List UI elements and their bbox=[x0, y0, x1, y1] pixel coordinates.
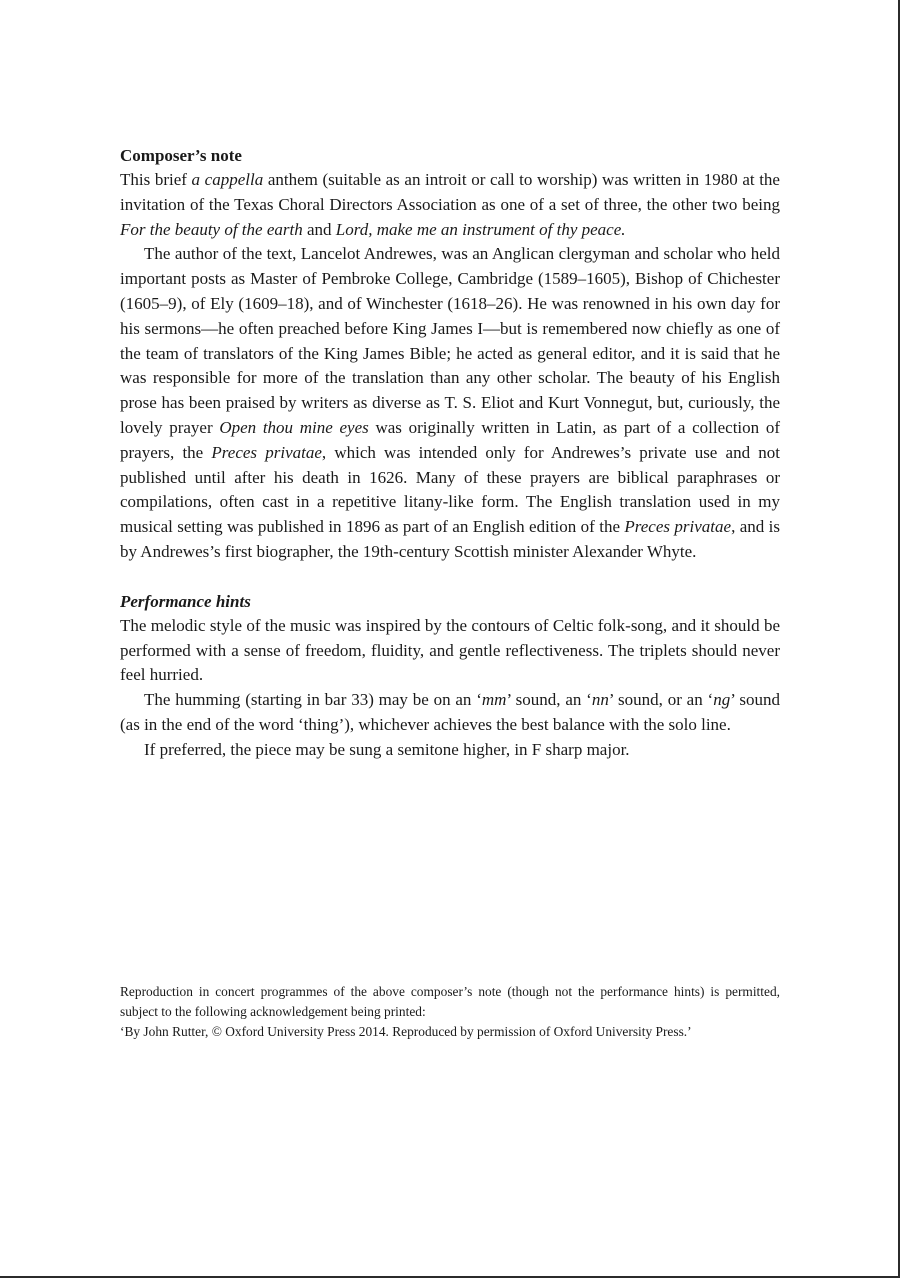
performance-hints-paragraph-2 bbox=[120, 688, 780, 738]
italic-run: For the beauty of the earth bbox=[120, 219, 303, 239]
italic-run: a cappella bbox=[191, 170, 264, 189]
text-run: ’ sound, or an ‘ bbox=[608, 690, 714, 710]
text-run: , which was intended only for Andrewes’s private use and not published until after his death in 1626. Many of these prayers are biblical paraphrases or compilations, often cast in a repetitive litany-like form. The English translation used in my musical setting was published in 1896 as part of an English edition of the bbox=[120, 442, 780, 537]
italic-run: Open thou mine eyes bbox=[219, 417, 369, 437]
text-run: The humming (starting in bar 33) may be on an ‘ bbox=[144, 690, 482, 710]
composers-note-paragraph-2 bbox=[120, 242, 780, 564]
performance-hints-paragraph-1: The melodic style of the music was inspired by the contours of Celtic folk-song, and it should be performed with a sense of freedom, fluidity, and gentle reflectiveness. The triplets should never feel hurried. bbox=[120, 615, 780, 685]
text-run: ’ sound (as in the end of the word ‘thing’), whichever achieves the best balance with the solo line. bbox=[120, 690, 781, 734]
italic-run: Lord, make me an instrument of thy peace. bbox=[335, 219, 626, 239]
composers-note-heading: Composer’s note bbox=[120, 146, 242, 165]
footnote-acknowledgement-text: ‘By John Rutter, © Oxford University Press 2014. Reproduced by permission of Oxford University Press.’ bbox=[120, 1024, 692, 1039]
italic-run: Preces privatae bbox=[211, 442, 322, 462]
text-run: ’ sound, an ‘ bbox=[506, 690, 592, 710]
section-gap bbox=[120, 565, 780, 589]
text-run: anthem (suitable as an introit or call to worship) was written in 1980 at the invitation of the Texas Choral Directors Association as one of a set of three, the other two being bbox=[120, 170, 780, 214]
italic-run: Preces privatae bbox=[624, 517, 732, 537]
performance-hints-paragraph-3: If preferred, the piece may be sung a semitone higher, in F sharp major. bbox=[144, 739, 630, 759]
text-run: and bbox=[302, 219, 336, 239]
performance-hints-heading: Performance hints bbox=[120, 591, 251, 611]
text-run: This brief bbox=[120, 170, 192, 189]
italic-run: nn bbox=[591, 690, 609, 710]
text-run: The author of the text, Lancelot Andrewes, was an Anglican clergyman and scholar who held important posts as Master of Pembroke College, Cambridge (1589–1605), Bishop of Chichester (1605–9), of Ely (1609–18), and of Winchester (1618–26). He was renowned in his own day for his sermons—he often preached before King James I—but is remembered now chiefly as one of the team of translators of the King James Bible; he acted as general editor, and it is said that he was responsible for more of the translation than any other scholar. The beauty of his English prose has been praised by writers as diverse as T. S. Eliot and Kurt Vonnegut, but, curiously, the lovely prayer bbox=[120, 244, 780, 437]
italic-run: mm bbox=[481, 690, 507, 710]
main-text bbox=[120, 143, 780, 763]
italic-run: ng bbox=[713, 690, 731, 710]
text-run: was originally written in Latin, as part of a collection of prayers, the bbox=[120, 417, 781, 462]
composers-note-paragraph-1 bbox=[120, 168, 780, 242]
text-run: , and is by Andrewes’s first biographer, the 19th-century Scottish minister Alexander Whyte. bbox=[120, 517, 780, 561]
reproduction-footnote bbox=[120, 982, 780, 1042]
footnote-permission-text: Reproduction in concert programmes of the above composer’s note (though not the performance hints) is permitted, subject to the following acknowledgement being printed: bbox=[120, 984, 780, 1019]
